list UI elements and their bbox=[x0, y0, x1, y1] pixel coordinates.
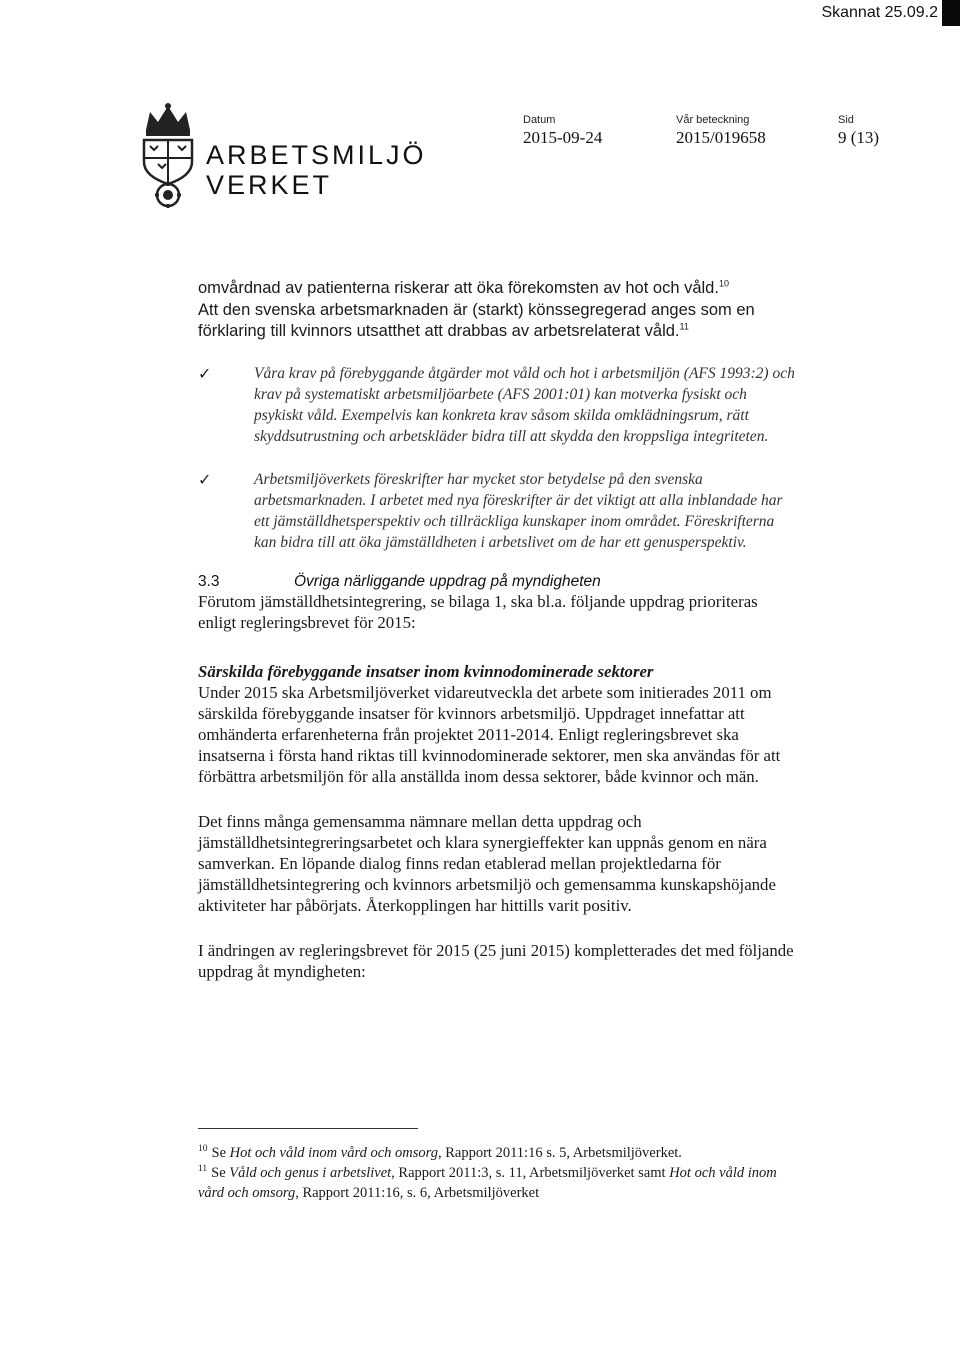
footnote-11 bbox=[198, 1163, 798, 1203]
footnote-text: , Rapport 2011:16, s. 6, Arbetsmiljöverket bbox=[295, 1185, 540, 1201]
section-number: 3.3 bbox=[198, 572, 220, 590]
scan-stamp-text: Skannat 25.09.2 bbox=[821, 4, 938, 21]
page-label: Sid bbox=[838, 114, 854, 126]
crown-crest-icon bbox=[136, 100, 200, 208]
reference-value: 2015/019658 bbox=[676, 128, 766, 147]
bullet-list bbox=[198, 363, 798, 553]
date-value: 2015-09-24 bbox=[523, 128, 603, 147]
checkmark-icon: ✓ bbox=[198, 469, 212, 489]
checkmark-icon: ✓ bbox=[198, 363, 212, 383]
footnote-citation-title: Hot och våld inom vård och omsorg bbox=[229, 1145, 438, 1161]
paragraph: Under 2015 ska Arbetsmiljöverket vidareutveckla det arbete som initierades 2011 om särskilda förebyggande insatser för kvinnors arbetsmiljö. Uppdraget innefattar att omhänderta erfarenheterna från projektet 2011-2014. Enligt regleringsbrevet ska insatserna i första hand riktas till kvinnodominerade sektorer, men ska användas för att förbättra arbetsmiljön för alla anställda inom dessa sektorer, både kvinnor och män. bbox=[198, 682, 781, 786]
paragraph: Det finns många gemensamma nämnare mellan detta uppdrag och jämställdhetsintegreringsarbetet och klara synergieffekter kan uppnås genom en nära samverkan. En löpande dialog finns redan etablerad mellan projektledarna för jämställdhetsintegrering och kvinnors arbetsmiljö och gemensamma kunskapshöjande aktiviteter har påbörjats. Återkopplingen har hittills varit positiv. bbox=[198, 811, 776, 915]
subsection-title: Särskilda förebyggande insatser inom kvinnodominerade sektorer bbox=[198, 661, 654, 681]
footnote-10 bbox=[198, 1143, 798, 1163]
intro-paragraph bbox=[198, 278, 798, 343]
scan-stamp-bar bbox=[942, 0, 960, 26]
date-label: Datum bbox=[523, 114, 556, 126]
footnote-number: 11 bbox=[198, 1164, 208, 1175]
logo-line-2: VERKET bbox=[206, 170, 333, 200]
header-page bbox=[838, 114, 879, 148]
header-reference bbox=[676, 114, 766, 148]
section-heading bbox=[198, 573, 798, 591]
bullet-item bbox=[198, 469, 798, 553]
section-intro: Förutom jämställdhetsintegrering, se bilaga 1, ska bl.a. följande uppdrag prioriteras enligt regleringsbrevet för 2015: bbox=[198, 591, 758, 632]
footnote-text: Se bbox=[211, 1145, 230, 1161]
paragraph: I ändringen av regleringsbrevet för 2015 (25 juni 2015) kompletterades det med följande uppdrag åt myndigheten: bbox=[198, 940, 794, 981]
section-title: Övriga närliggande uppdrag på myndigheten bbox=[294, 572, 601, 590]
document-body bbox=[198, 278, 798, 982]
footnotes bbox=[198, 1143, 798, 1203]
intro-line-2: Att den svenska arbetsmarknaden är (starkt) könssegregerad anges som en förklaring till kvinnors utsatthet att drabbas av arbetsrelaterat våld. bbox=[198, 300, 755, 340]
footnote-ref-10: 10 bbox=[718, 278, 729, 289]
agency-logo bbox=[136, 100, 436, 210]
footnote-text: , Rapport 2011:3, s. 11, Arbetsmiljöverket samt bbox=[391, 1165, 670, 1181]
logo-line-1: ARBETSMILJÖ bbox=[206, 140, 427, 170]
footnote-divider bbox=[198, 1128, 418, 1129]
page-value: 9 (13) bbox=[838, 128, 880, 147]
footnote-number: 10 bbox=[198, 1144, 208, 1155]
reference-label: Vår beteckning bbox=[676, 114, 750, 126]
bullet-text: Arbetsmiljöverkets föreskrifter har mycket stor betydelse på den svenska arbetsmarknaden. I arbetet med nya föreskrifter är det viktigt att alla inblandade har ett jämställdhetsperspektiv och tillräckliga kunskaper inom området. Föreskrifterna kan bidra till att öka jämställdheten i arbetslivet om de har ett genusperspektiv. bbox=[254, 470, 783, 551]
footnote-citation-title: Hot och våld inom vård och omsorg bbox=[198, 1165, 777, 1201]
footnote-text: Se bbox=[211, 1165, 230, 1181]
footnote-ref-11: 11 bbox=[679, 321, 689, 332]
footnote-text: , Rapport 2011:16 s. 5, Arbetsmiljöverket. bbox=[437, 1145, 682, 1161]
bullet-item bbox=[198, 363, 798, 447]
header-date bbox=[523, 114, 602, 148]
intro-line-1: omvårdnad av patienterna riskerar att öka förekomsten av hot och våld. bbox=[198, 279, 719, 297]
bullet-text: Våra krav på förebyggande åtgärder mot våld och hot i arbetsmiljön (AFS 1993:2) och krav på systematiskt arbetsmiljöarbete (AFS 2001:01) kan motverka fysiskt och psykiskt våld. Exempelvis kan konkreta krav såsom skilda omklädningsrum, rätt skyddsutrustning och arbetskläder bidra till att skydda den kroppsliga integriteten. bbox=[254, 364, 795, 445]
scan-stamp bbox=[821, 0, 960, 26]
footnote-citation-title: Våld och genus i arbetslivet bbox=[229, 1165, 392, 1181]
